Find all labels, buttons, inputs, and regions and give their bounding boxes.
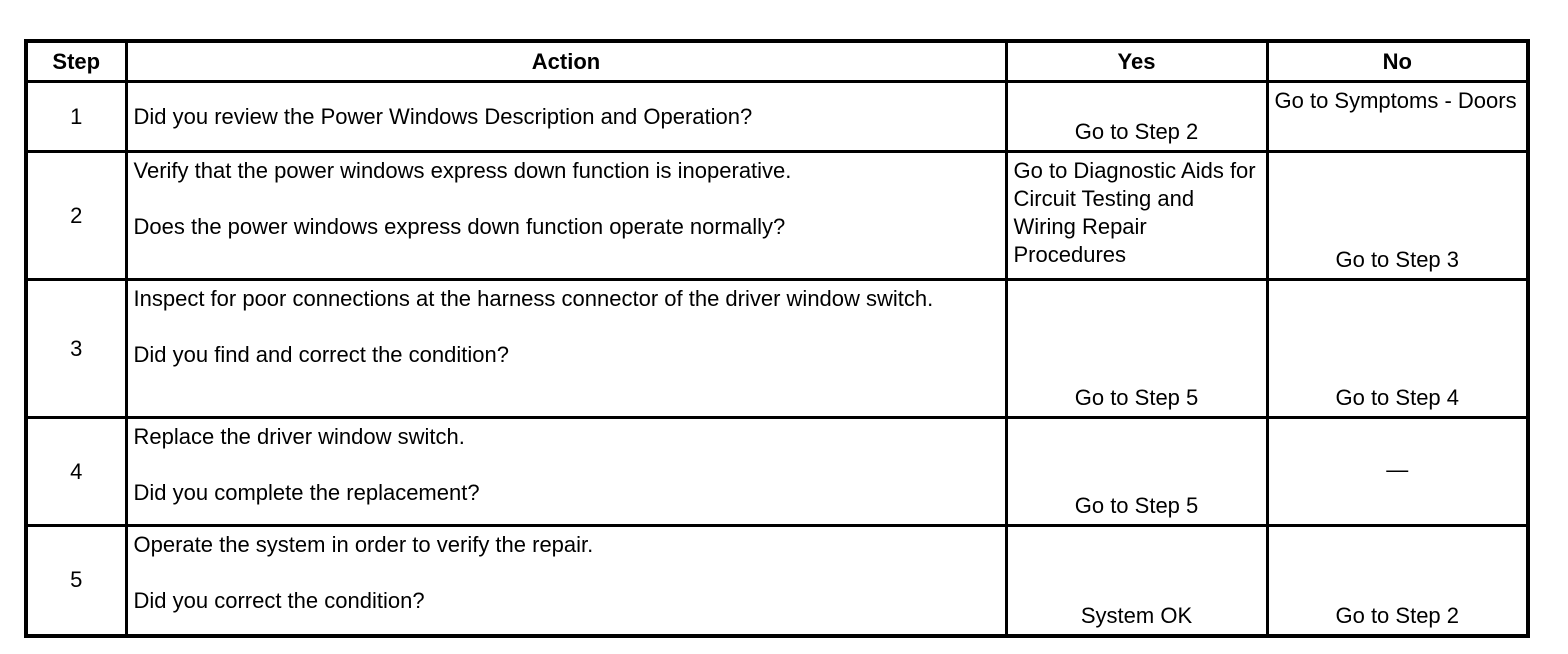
action-cell [126, 280, 1006, 418]
table-row [26, 152, 1528, 280]
header-step: Step [26, 41, 126, 82]
table-row [26, 418, 1528, 526]
action-cell [126, 152, 1006, 280]
diagnostic-table [24, 39, 1530, 638]
yes-result: Go to Step 2 [1006, 82, 1267, 152]
action-text: Did you review the Power Windows Description and Operation? [133, 103, 753, 129]
step-number: 3 [26, 280, 126, 418]
header-no: No [1267, 41, 1528, 82]
header-action: Action [126, 41, 1006, 82]
action-instruction: Verify that the power windows express down function is inoperative. [133, 158, 792, 183]
action-cell [126, 418, 1006, 526]
action-cell [126, 526, 1006, 636]
table-row [26, 82, 1528, 152]
no-result: Go to Step 3 [1267, 152, 1528, 280]
step-number: 5 [26, 526, 126, 636]
action-instruction: Replace the driver window switch. [133, 424, 465, 449]
action-question: Did you find and correct the condition? [133, 342, 509, 367]
yes-result: Go to Diagnostic Aids for Circuit Testing and Wiring Repair Procedures [1006, 152, 1267, 280]
no-result: Go to Symptoms - Doors [1267, 82, 1528, 152]
action-cell [126, 82, 1006, 152]
table-row [26, 280, 1528, 418]
no-result: Go to Step 2 [1267, 526, 1528, 636]
header-yes: Yes [1006, 41, 1267, 82]
step-number: 1 [26, 82, 126, 152]
no-result: — [1267, 418, 1528, 526]
step-number: 2 [26, 152, 126, 280]
no-result: Go to Step 4 [1267, 280, 1528, 418]
step-number: 4 [26, 418, 126, 526]
action-question: Did you complete the replacement? [133, 480, 480, 505]
yes-result: Go to Step 5 [1006, 418, 1267, 526]
header-row [26, 41, 1528, 82]
table-row [26, 526, 1528, 636]
yes-result: System OK [1006, 526, 1267, 636]
action-question: Did you correct the condition? [133, 588, 425, 613]
action-instruction: Operate the system in order to verify the repair. [133, 532, 594, 557]
action-instruction: Inspect for poor connections at the harness connector of the driver window switch. [133, 286, 934, 311]
yes-result: Go to Step 5 [1006, 280, 1267, 418]
action-question: Does the power windows express down function operate normally? [133, 214, 786, 239]
